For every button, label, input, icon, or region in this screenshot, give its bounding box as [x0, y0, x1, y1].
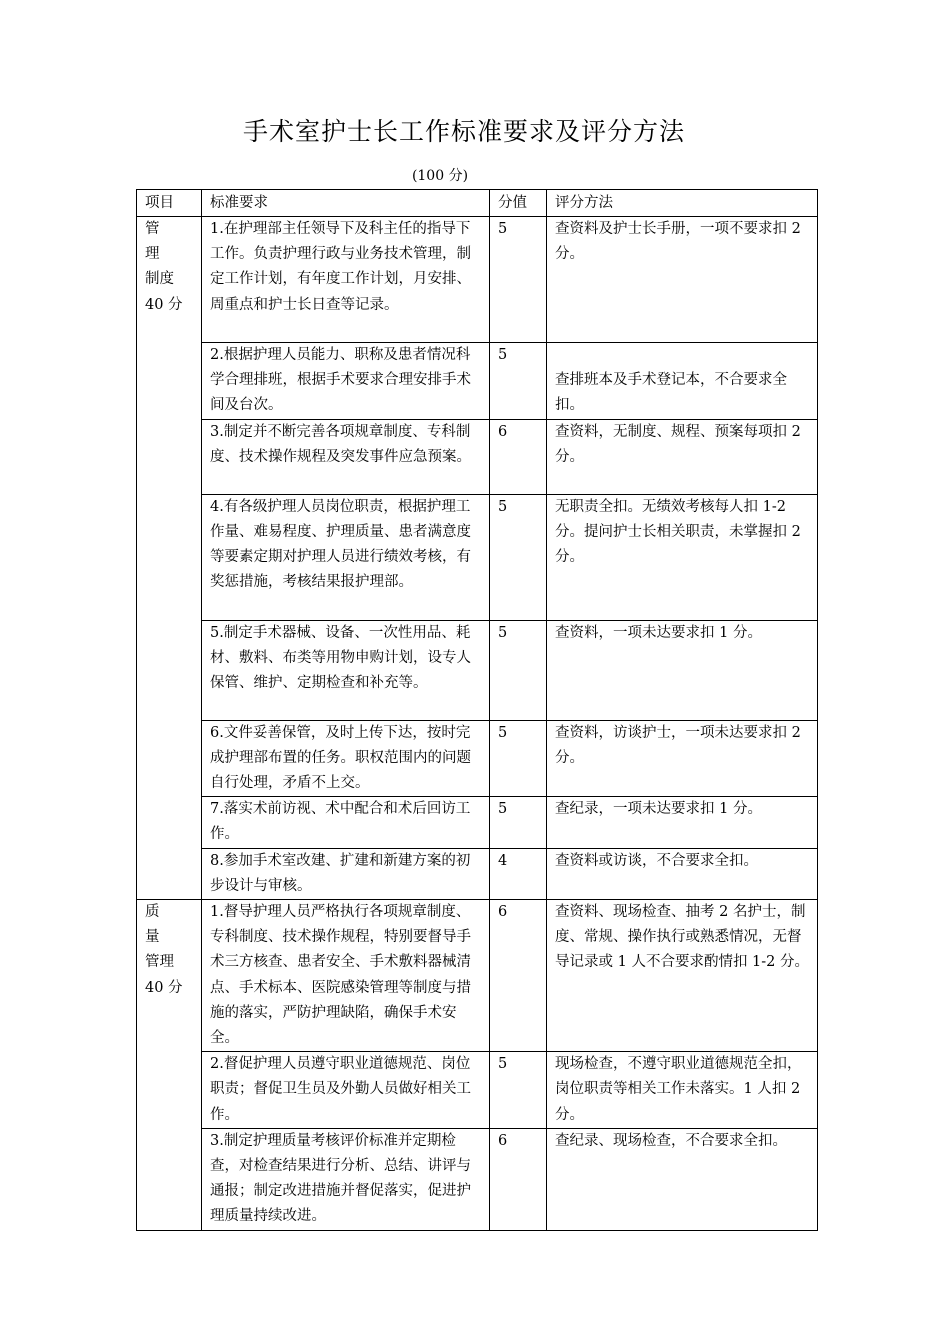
standard-cell: 3.制定护理质量考核评价标准并定期检查，对检查结果进行分析、总结、讲评与通报；制定改进措施并督促落实，促进护理质量持续改进。 [202, 1128, 490, 1230]
method-cell: 查资料、现场检查、抽考 2 名护士，制度、常规、操作执行或熟悉情况，无督导记录或 1 人不合要求酌情扣 1-2 分。 [547, 900, 818, 1052]
standard-cell: 1.在护理部主任领导下及科主任的指导下工作。负责护理行政与业务技术管理，制定工作计划，有年度工作计划，月安排、周重点和护士长日查等记录。 [202, 217, 490, 343]
table-row [137, 797, 818, 848]
score-cell: 6 [490, 1128, 547, 1230]
method-cell: 无职责全扣。无绩效考核每人扣 1-2 分。提问护士长相关职责，未掌握扣 2 分。 [547, 494, 818, 620]
header-score: 分值 [490, 190, 547, 217]
score-cell: 5 [490, 720, 547, 797]
header-standard: 标准要求 [202, 190, 490, 217]
standard-cell: 4.有各级护理人员岗位职责，根据护理工作量、难易程度、护理质量、患者满意度等要素定期对护理人员进行绩效考核，有奖惩措施，考核结果报护理部。 [202, 494, 490, 620]
method-cell: 现场检查，不遵守职业道德规范全扣，岗位职责等相关工作未落实。1 人扣 2 分。 [547, 1052, 818, 1129]
header-method: 评分方法 [547, 190, 818, 217]
method-cell: 查资料及护士长手册，一项不要求扣 2 分。 [547, 217, 818, 343]
table-row [137, 1052, 818, 1129]
method-cell: 查排班本及手术登记本，不合要求全扣。 [547, 343, 818, 420]
standard-cell: 6.文件妥善保管，及时上传下达，按时完成护理部布置的任务。职权范围内的问题自行处理，矛盾不上交。 [202, 720, 490, 797]
standard-cell: 5.制定手术器械、设备、一次性用品、耗材、敷料、布类等用物申购计划，设专人保管、维护、定期检查和补充等。 [202, 620, 490, 720]
score-cell: 6 [490, 419, 547, 494]
standard-cell: 2.根据护理人员能力、职称及患者情况科学合理排班，根据手术要求合理安排手术间及台次。 [202, 343, 490, 420]
standard-cell: 8.参加手术室改建、扩建和新建方案的初步设计与审核。 [202, 848, 490, 899]
table-row [137, 343, 818, 420]
table-header-row [137, 190, 818, 217]
method-cell: 查资料，一项未达要求扣 1 分。 [547, 620, 818, 720]
table-row [137, 494, 818, 620]
score-cell: 5 [490, 343, 547, 420]
score-cell: 4 [490, 848, 547, 899]
section-name-quality: 质 量 管理 40 分 [137, 900, 202, 1231]
method-cell: 查资料，无制度、规程、预案每项扣 2 分。 [547, 419, 818, 494]
table-row [137, 217, 818, 343]
standard-cell: 3.制定并不断完善各项规章制度、专科制度、技术操作规程及突发事件应急预案。 [202, 419, 490, 494]
table-row [137, 848, 818, 899]
method-cell: 查纪录、现场检查，不合要求全扣。 [547, 1128, 818, 1230]
method-cell: 查资料，访谈护士，一项未达要求扣 2 分。 [547, 720, 818, 797]
header-item: 项目 [137, 190, 202, 217]
score-cell: 5 [490, 620, 547, 720]
standard-cell: 2.督促护理人员遵守职业道德规范、岗位职责；督促卫生员及外勤人员做好相关工作。 [202, 1052, 490, 1129]
table-row [137, 1128, 818, 1230]
scoring-table [136, 189, 818, 1231]
score-cell: 5 [490, 1052, 547, 1129]
total-score-note: (100 分) [411, 168, 469, 184]
table-row [137, 620, 818, 720]
table-row [137, 419, 818, 494]
score-cell: 5 [490, 797, 547, 848]
method-cell: 查资料或访谈，不合要求全扣。 [547, 848, 818, 899]
method-cell: 查纪录，一项未达要求扣 1 分。 [547, 797, 818, 848]
score-cell: 5 [490, 494, 547, 620]
table-row [137, 720, 818, 797]
standard-cell: 1.督导护理人员严格执行各项规章制度、专科制度、技术操作规程，特别要督导手术三方核查、患者安全、手术敷料器械清点、手术标本、医院感染管理等制度与措施的落实，严防护理缺陷，确保手术安全。 [202, 900, 490, 1052]
document-title: 手术室护士长工作标准要求及评分方法 [242, 117, 685, 146]
standard-cell: 7.落实术前访视、术中配合和术后回访工作。 [202, 797, 490, 848]
score-cell: 5 [490, 217, 547, 343]
score-cell: 6 [490, 900, 547, 1052]
section-name-management: 管 理 制度 40 分 [137, 217, 202, 900]
table-row [137, 900, 818, 1052]
